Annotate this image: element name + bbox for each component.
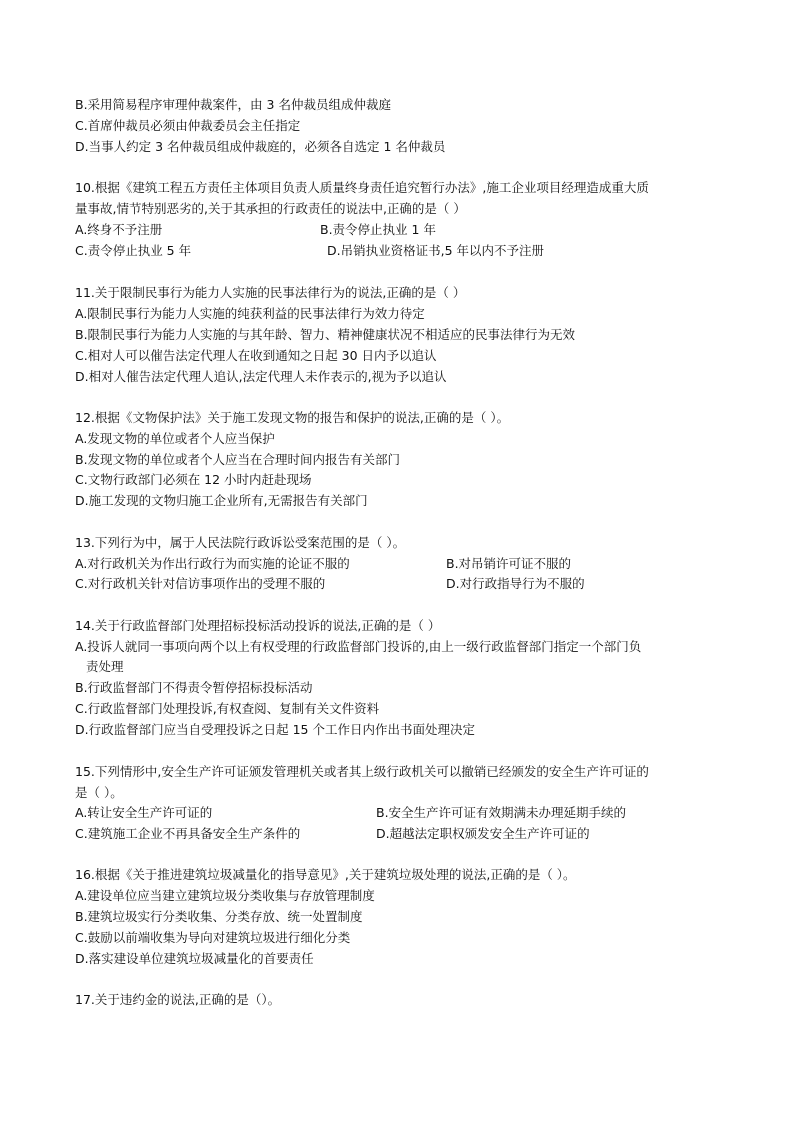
q10-stem-line1: 10.根据《建筑工程五方责任主体项目负责人质量终身责任追究暂行办法》,施工企业项目经理造成重大质 (75, 180, 649, 195)
q15-stem-line1: 15.下列情形中,安全生产许可证颁发管理机关或者其上级行政机关可以撤销已经颁发的安全生产许可证的 (75, 764, 649, 779)
q15-option-a: A.转让安全生产许可证的 (75, 805, 213, 820)
q11-option-c: C.相对人可以催告法定代理人在收到通知之日起 30 日内予以追认 (75, 348, 437, 363)
q12-option-d: D.施工发现的文物归施工企业所有,无需报告有关部门 (75, 493, 368, 508)
q12-option-b: B.发现文物的单位或者个人应当在合理时间内报告有关部门 (75, 452, 401, 467)
q16-option-c: C.鼓励以前端收集为导向对建筑垃圾进行细化分类 (75, 930, 351, 945)
q14-option-c: C.行政监督部门处理投诉,有权查阅、复制有关文件资料 (75, 701, 380, 716)
q13-option-b: B.对吊销许可证不服的 (446, 556, 572, 571)
q16-option-d: D.落实建设单位建筑垃圾减量化的首要责任 (75, 951, 314, 966)
q11-stem: 11.关于限制民事行为能力人实施的民事法律行为的说法,正确的是（ ） (75, 285, 466, 300)
q15-option-c: C.建筑施工企业不再具备安全生产条件的 (75, 826, 301, 841)
q13-option-d: D.对行政指导行为不服的 (446, 576, 585, 591)
q13-option-c: C.对行政机关针对信访事项作出的受理不服的 (75, 576, 326, 591)
q14-option-b: B.行政监督部门不得责令暂停招标投标活动 (75, 680, 313, 695)
q10-option-d: D.吊销执业资格证书,5 年以内不予注册 (327, 243, 544, 258)
q13-stem: 13.下列行为中，属于人民法院行政诉讼受案范围的是（ ）。 (75, 535, 406, 550)
prev-option-d: D.当事人约定 3 名仲裁员组成仲裁庭的，必须各自选定 1 名仲裁员 (75, 139, 446, 154)
q10-option-b: B.责令停止执业 1 年 (320, 222, 436, 237)
q11-option-a: A.限制民事行为能力人实施的纯获利益的民事法律行为效力待定 (75, 306, 425, 321)
q11-option-d: D.相对人催告法定代理人追认,法定代理人未作表示的,视为予以追认 (75, 369, 447, 384)
q10-stem-line2: 量事故,情节特别恶劣的,关于其承担的行政责任的说法中,正确的是（ ） (75, 201, 466, 216)
q10-option-a: A.终身不予注册 (75, 222, 163, 237)
q12-stem: 12.根据《文物保护法》关于施工发现文物的报告和保护的说法,正确的是（ ）。 (75, 410, 510, 425)
q14-option-a-line1: A.投诉人就同一事项向两个以上有权受理的行政监督部门投诉的,由上一级行政监督部门指定一个部门负 (75, 639, 642, 654)
prev-option-b: B.采用简易程序审理仲裁案件，由 3 名仲裁员组成仲裁庭 (75, 97, 391, 112)
prev-option-c: C.首席仲裁员必须由仲裁委员会主任指定 (75, 118, 301, 133)
q14-option-d: D.行政监督部门应当自受理投诉之日起 15 个工作日内作出书面处理决定 (75, 722, 475, 737)
q17-stem: 17.关于违约金的说法,正确的是（）。 (75, 992, 281, 1007)
q11-option-b: B.限制民事行为能力人实施的与其年龄、智力、精神健康状况不相适应的民事法律行为无效 (75, 327, 576, 342)
q14-option-a-line2: 责处理 (86, 659, 124, 674)
q16-option-b: B.建筑垃圾实行分类收集、分类存放、统一处置制度 (75, 909, 363, 924)
q10-option-c: C.责令停止执业 5 年 (75, 243, 192, 258)
q12-option-a: A.发现文物的单位或者个人应当保护 (75, 431, 275, 446)
q14-stem: 14.关于行政监督部门处理招标投标活动投诉的说法,正确的是（ ） (75, 618, 441, 633)
q16-option-a: A.建设单位应当建立建筑垃圾分类收集与存放管理制度 (75, 888, 375, 903)
q13-option-a: A.对行政机关为作出行政行为而实施的论证不服的 (75, 556, 350, 571)
q15-option-d: D.超越法定职权颁发安全生产许可证的 (376, 826, 590, 841)
q12-option-c: C.文物行政部门必须在 12 小时内赶赴现场 (75, 472, 312, 487)
q15-option-b: B.安全生产许可证有效期满未办理延期手续的 (376, 805, 627, 820)
q16-stem: 16.根据《关于推进建筑垃圾减量化的指导意见》,关于建筑垃圾处理的说法,正确的是（ ）。 (75, 867, 576, 882)
q15-stem-line2: 是（ ）。 (75, 785, 123, 800)
